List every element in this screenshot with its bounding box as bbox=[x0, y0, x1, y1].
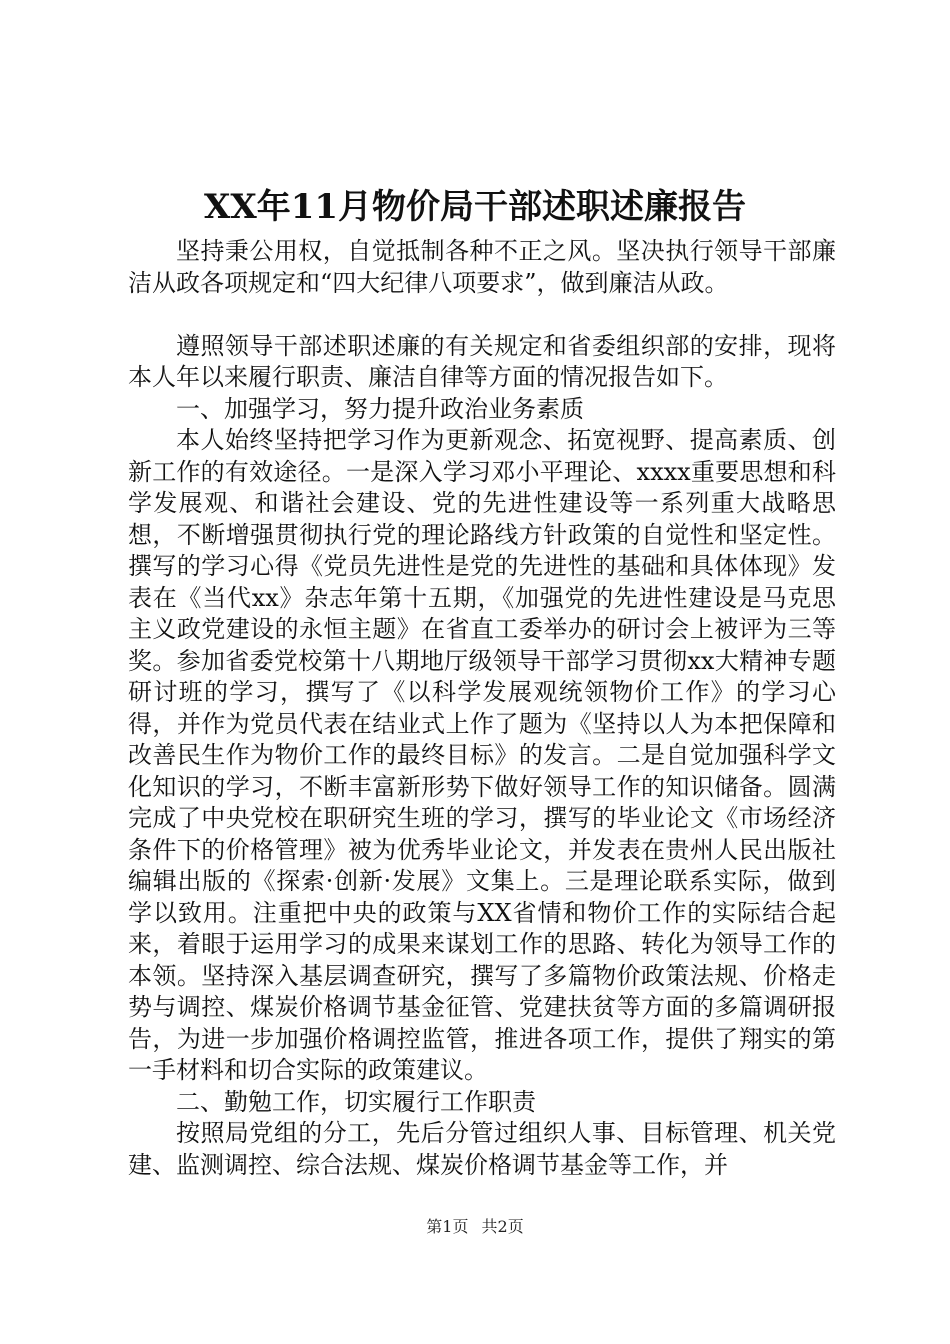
intro-paragraph: 坚持秉公用权，自觉抵制各种不正之风。坚决执行领导干部廉洁从政各项规定和“四大纪律八项要求”，做到廉洁从政。 bbox=[128, 237, 836, 297]
section-1-paragraph: 本人始终坚持把学习作为更新观念、拓宽视野、提高素质、创新工作的有效途径。一是深入学习邓小平理论、xxxx重要思想和科学发展观、和谐社会建设、党的先进性建设等一系列重大战略思想，不断增强贯彻执行党的理论路线方针政策的自觉性和坚定性。撰写的学习心得《党员先进性是党的先进性的基础和具体体现》发表在《当代xx》杂志年第十五期，《加强党的先进性建设是马克思主义政党建设的永恒主题》在省直工委举办的研讨会上被评为三等奖。参加省委党校第十八期地厅级领导干部学习贯彻xx大精神专题研讨班的学习，撰写了《以科学发展观统领物价工作》的学习心得，并作为党员代表在结业式上作了题为《坚持以人为本把保障和改善民生作为物价工作的最终目标》的发言。二是自觉加强科学文化知识的学习，不断丰富新形势下做好领导工作的知识储备。圆满完成了中央党校在职研究生班的学习，撰写的毕业论文《市场经济条件下的价格管理》被为优秀毕业论文，并发表在贵州人民出版社编辑出版的《探索·创新·发展》文集上。三是理论联系实际，做到学以致用。注重把中央的政策与XX省情和物价工作的实际结合起来，着眼于运用学习的成果来谋划工作的思路、转化为领导工作的本领。坚持深入基层调查研究，撰写了多篇物价政策法规、价格走势与调控、煤炭价格调节基金征管、党建扶贫等方面的多篇调研报告，为进一步加强价格调控监管，推进各项工作，提供了翔实的第一手材料和切合实际的政策建议。 bbox=[128, 426, 836, 1084]
page-footer bbox=[0, 1216, 950, 1238]
section-heading-1: 一、加强学习，努力提升政治业务素质 bbox=[176, 394, 584, 423]
preface-paragraph: 遵照领导干部述职述廉的有关规定和省委组织部的安排，现将本人年以来履行职责、廉洁自律等方面的情况报告如下。 bbox=[128, 331, 836, 391]
section-2-paragraph: 按照局党组的分工，先后分管过组织人事、目标管理、机关党建、监测调控、综合法规、煤炭价格调节基金等工作，并 bbox=[128, 1119, 836, 1179]
section-heading-2: 二、勤勉工作，切实履行工作职责 bbox=[176, 1087, 536, 1116]
page-total: 共2页 bbox=[481, 1217, 524, 1236]
document-body bbox=[128, 236, 836, 1181]
page-number: 第1页 bbox=[426, 1217, 469, 1236]
document-title: XX年11月物价局干部述职述廉报告 bbox=[203, 187, 747, 227]
